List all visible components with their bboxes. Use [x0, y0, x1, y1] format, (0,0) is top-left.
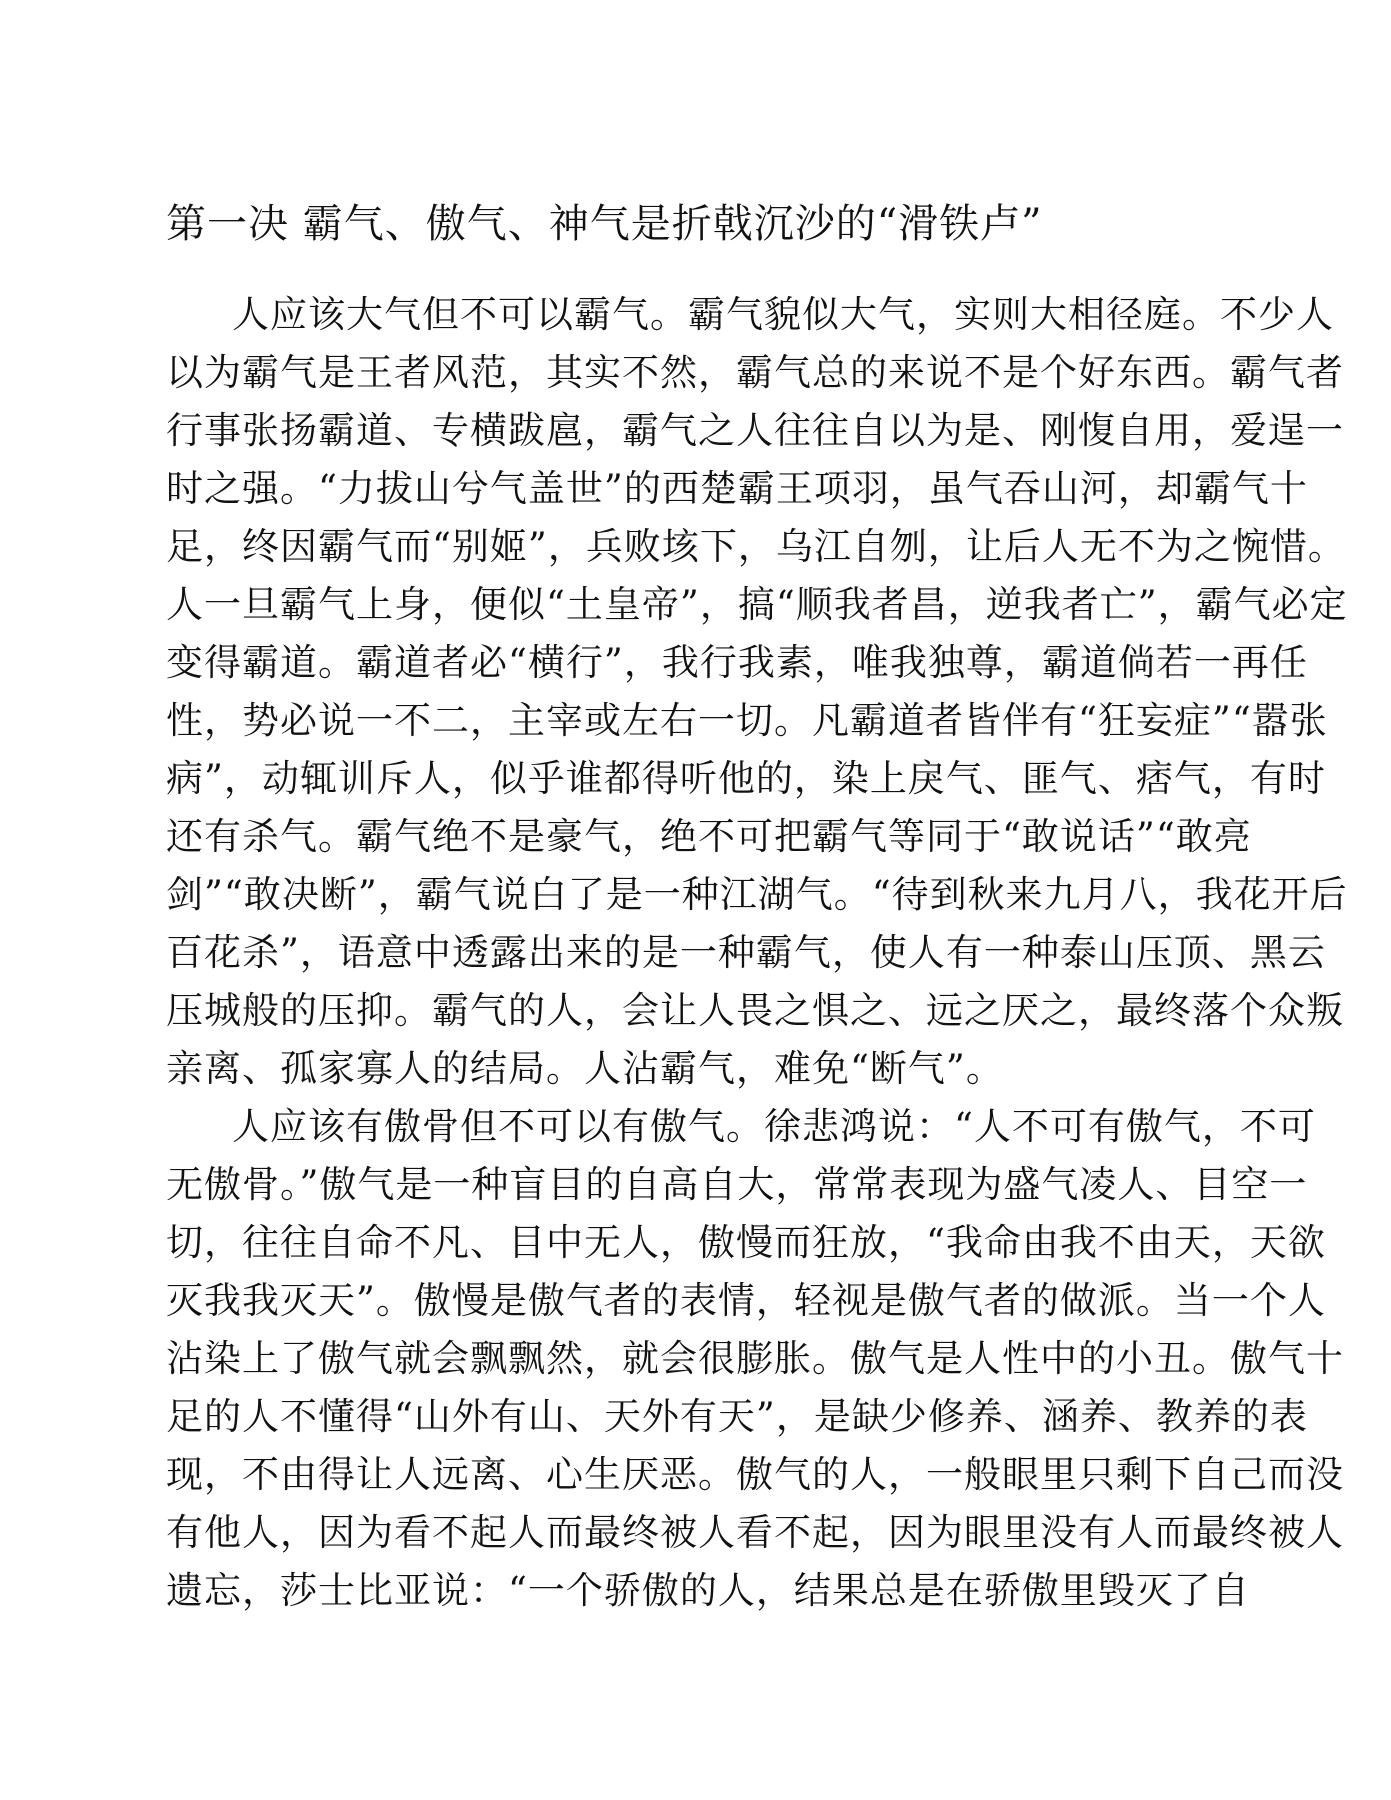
- text-line: 灭我我灭天”。傲慢是傲气者的表情，轻视是傲气者的做派。当一个人: [166, 1279, 1326, 1322]
- text-line: 人应该大气但不可以霸气。霸气貌似大气，实则大相径庭。不少人: [232, 293, 1334, 336]
- text-line: 亲离、孤家寡人的结局。人沾霸气，难免“断气”。: [166, 1047, 1004, 1090]
- text-line: 压城般的压抑。霸气的人，会让人畏之惧之、远之厌之，最终落个众叛: [166, 989, 1344, 1032]
- document-body: [166, 286, 1348, 1620]
- text-line: 切，往往自命不凡、目中无人，傲慢而狂放，“我命由我不由天，天欲: [166, 1221, 1326, 1264]
- text-line: 变得霸道。霸道者必“横行”，我行我素，唯我独尊，霸道倘若一再任: [166, 641, 1308, 684]
- text-line: 百花杀”，语意中透露出来的是一种霸气，使人有一种泰山压顶、黑云: [166, 931, 1326, 974]
- text-line: 以为霸气是王者风范，其实不然，霸气总的来说不是个好东西。霸气者: [166, 351, 1344, 394]
- text-line: 行事张扬霸道、专横跋扈，霸气之人往往自以为是、刚愎自用，爱逞一: [166, 409, 1344, 452]
- text-line: 人一旦霸气上身，便似“土皇帝”，搞“顺我者昌，逆我者亡”，霸气必定: [166, 583, 1348, 626]
- text-line: 遗忘，莎士比亚说：“一个骄傲的人，结果总是在骄傲里毁灭了自: [166, 1569, 1250, 1612]
- text-line: 足，终因霸气而“别姬”，兵败垓下，乌江自刎，让后人无不为之惋惜。: [166, 525, 1346, 568]
- text-line: 足的人不懂得“山外有山、天外有天”，是缺少修养、涵养、教养的表: [166, 1395, 1308, 1438]
- text-line: 剑”“敢决断”，霸气说白了是一种江湖气。“待到秋来九月八，我花开后: [166, 873, 1348, 916]
- text-line: 时之强。“力拔山兮气盖世”的西楚霸王项羽，虽气吞山河，却霸气十: [166, 467, 1308, 510]
- text-line: 沾染上了傲气就会飘飘然，就会很膨胀。傲气是人性中的小丑。傲气十: [166, 1337, 1344, 1380]
- text-line: 还有杀气。霸气绝不是豪气，绝不可把霸气等同于“敢说话”“敢亮: [166, 815, 1252, 858]
- text-line: 有他人，因为看不起人而最终被人看不起，因为眼里没有人而最终被人: [166, 1511, 1344, 1554]
- text-line: 现，不由得让人远离、心生厌恶。傲气的人，一般眼里只剩下自己而没: [166, 1453, 1344, 1496]
- text-line: 无傲骨。”傲气是一种盲目的自高自大，常常表现为盛气凌人、目空一: [166, 1163, 1308, 1206]
- document-title: 第一决 霸气、傲气、神气是折戟沉沙的“滑铁卢”: [166, 201, 1043, 247]
- text-line: 人应该有傲骨但不可以有傲气。徐悲鸿说：“人不可有傲气，不可: [232, 1105, 1316, 1148]
- text-line: 病”，动辄训斥人，似乎谁都得听他的，染上戾气、匪气、痞气，有时: [166, 757, 1326, 800]
- text-line: 性，势必说一不二，主宰或左右一切。凡霸道者皆伴有“狂妄症”“嚣张: [166, 699, 1328, 742]
